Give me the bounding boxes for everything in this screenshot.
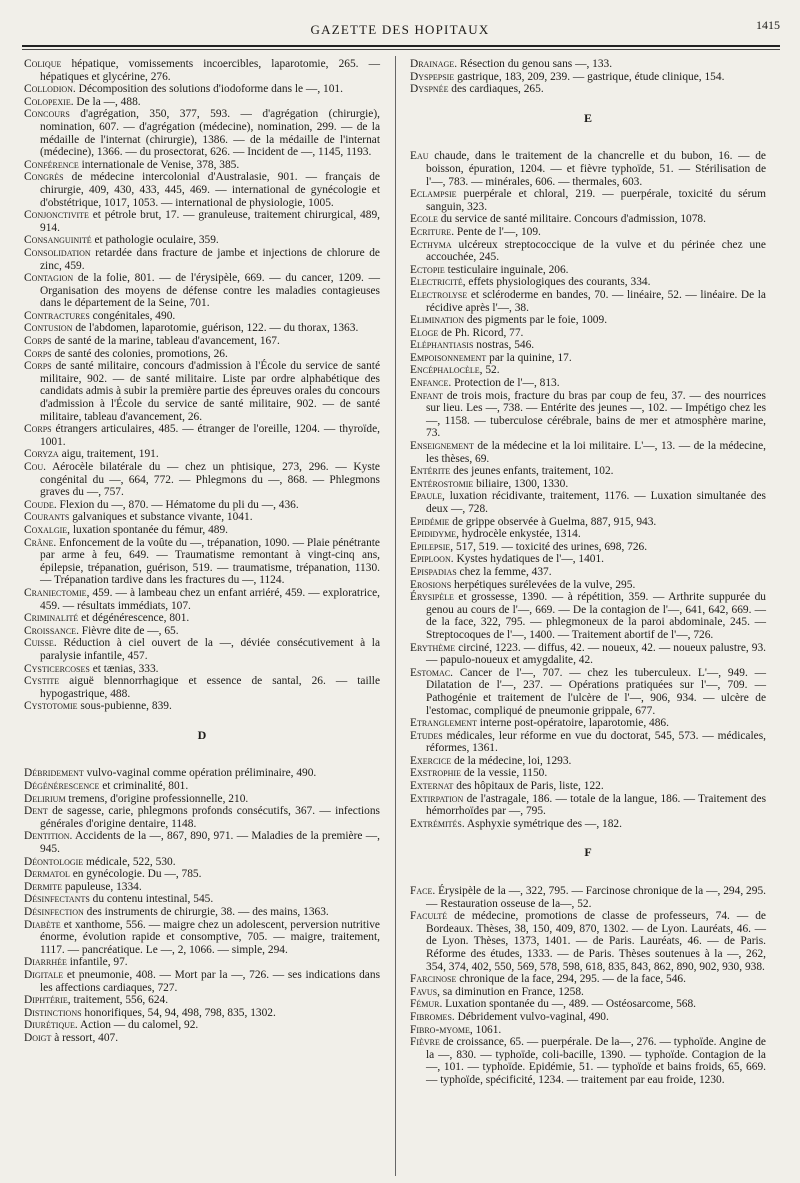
entry-term: Courants [24,511,70,524]
entry-term: Electricité [410,276,463,289]
index-entry [24,793,380,806]
entry-term: Coryza [24,448,59,461]
entry-term: Désinfection [24,906,84,918]
index-entry [410,226,766,239]
entry-term: Congrès [24,171,64,184]
index-entry [410,188,766,213]
entry-text: biliaire, 1300, 1330. [473,477,569,490]
entry-term: Ecole [410,213,438,226]
entry-term: Cuisse [24,637,54,650]
entry-term: Enseignement [410,440,474,453]
entry-term: Débridement [24,767,84,780]
entry-text: . Luxation spontanée du —, 489. — Ostéosarcome, 568. [439,998,697,1011]
entry-term: Epidémie [410,515,450,528]
entry-term: Favus [410,985,438,998]
entry-term: Criminalité [24,612,79,625]
index-entry [410,364,766,377]
entry-text: de la folie, 801. — de l'érysipèle, 669. — du cancer, 1209. — Organisation des moyens de défense contre les maladies contagieuses dans le département de la Seine, 701. [40,272,380,310]
index-entry [410,1036,766,1086]
entry-text: de santé de la marine, tableau d'avancement, 167. [51,335,280,348]
index-entry [410,553,766,566]
entry-text: , 459. — à lambeau chez un enfant arriéré, 459. — exploratrice, 459. — résultats immédiats, 107. [40,586,380,612]
entry-term: Corps [24,423,52,436]
entry-text: infantile, 97. [66,956,128,969]
entry-text: de santé militaire, concours d'admission à l'École du service de santé militaire, 902. — de santé militaire. Liste par ordre alphabétique des candidats admis à subir la première partie des épreuves orales du concours d'admission à l'École du service de santé militaire, 902. — de santé militaire, tableau d'avancement, 26. [40,360,380,423]
section-letter-f: F [584,845,592,860]
entry-term: Consolidation [24,246,91,259]
index-entry [410,440,766,465]
entry-text: du contenu intestinal, 545. [89,893,214,906]
index-entry [24,96,380,109]
entry-term: Cystotomie [24,700,78,713]
index-entry [410,377,766,390]
entry-text: vulvo-vaginal comme opération préliminaire, 490. [83,767,317,780]
index-entry [24,994,380,1007]
entry-term: Epispadias [410,565,457,578]
page-number: 1415 [756,18,780,32]
entry-text: . Décomposition des solutions d'iodoforme dans le —, 101. [72,83,343,96]
entry-term: Contagion [24,272,74,285]
index-entry [410,150,766,188]
entry-term: Diarrhée [24,956,67,969]
index-entry [24,348,380,361]
index-entry [410,58,766,71]
entry-term: Entérite [410,465,451,478]
entry-text: gastrique, 183, 209, 239. — gastrique, étude clinique, 154. [454,70,725,83]
entry-text: circiné, 1223. — diffus, 42. — noueux, 42. — noueux palustre, 93. — papulo-noueux et amygdalite, 42. [426,641,766,667]
index-entry [24,234,380,247]
index-entry [410,478,766,491]
index-entry [410,289,766,314]
entry-term: Contusion [24,322,73,335]
index-entry [410,239,766,264]
entry-term: Encéphalocèle [410,364,480,377]
entry-term: Distinctions [24,1006,82,1019]
entry-term: Estomac [410,666,451,679]
entry-text: . Cancer de l'—, 707. — chez les tuberculeux. L'—, 949. — Dilatation de l'—, 237. — Opérations pratiquées sur l'—, 709. — Pathogénie et traitement de l'ulcère de l'—, 906, 934. — ulcère de l'estomac, compliqué de pneumonie grippale, 677. [426,666,766,717]
entry-term: Face [410,885,433,898]
index-entry [24,499,380,512]
entry-text: de croissance, 65. — puerpérale. De la—, 276. — typhoïde. Angine de la —, 830. — typhoïde, coli-bacille, 1390. — typhoïde. Contagion de la —, 101. — typhoïde. Epidémie, 51. — typhoïde et bains froids, 65, 669. — typhoïde, spécificité, 1234. — traitement par eau froide, 1230. [426,1036,766,1086]
entry-text: de médecine intercolonial d'Australasie, 901. — français de chirurgie, 409, 430, 433, 445, 469. — international de gynécologie et d'obstétrique, 1017, 1053. — international de physiologie, 1005. [40,171,380,209]
entry-text: et xanthome, 556. — maigre chez un adolescent, perversion nutritive énorme, évolution rapide et consomptive, 705. — maigre, traitement, 1117. — pancréatique. Le —, 2, 1066. — simple, 294. [40,918,380,956]
index-entry [410,973,766,986]
index-entry [410,528,766,541]
entry-term: Dermite [24,880,62,893]
entry-term: Cysticercoses [24,662,90,675]
index-entry [24,272,380,310]
entry-text: galvaniques et substance vivante, 1041. [69,511,253,524]
section-letter-e: E [583,110,592,125]
entry-term: Epididyme [410,528,457,541]
entry-term: Exercice [410,754,452,767]
index-entry [24,448,380,461]
section-letter-d: D [197,727,207,742]
index-entry [24,159,380,172]
entry-term: Coude [24,498,54,511]
entry-term: Entérostomie [410,477,474,490]
index-entry [24,919,380,957]
entry-text: honorifiques, 54, 94, 498, 798, 835, 1302. [81,1006,276,1019]
entry-term: Dent [24,805,48,818]
entry-text: par la quinine, 17. [486,351,572,364]
entry-text: . Pente de l'—, 109. [451,225,541,238]
entry-text: internationale de Venise, 378, 385. [78,158,240,171]
entry-text: de médecine, promotions de classe de professeurs, 74. — de Bordeaux. Thèses, 38, 150, 409, 870, 1302. — de Lyon. Lauréats, 46. — de Lyon. Thèses, 1373, 1401. — de Paris. Lauréats, 46. — de Paris. Réforme des études, 1333. — de Paris. Thèses soutenues à la —, 262, 354, 374, 402, 550, 569, 578, 598, 618, 835, 843, 862, 890, 902, 930, 938. [426,910,766,973]
entry-text: de la vessie, 1150. [460,767,548,780]
entry-term: Epilepsie [410,540,451,553]
entry-text: . Accidents de la —, 867, 890, 971. — Maladies de la première —, 945. [40,830,380,856]
entry-text: du service de santé militaire. Concours d'admission, 1078. [437,213,706,226]
entry-term: Contractures [24,309,90,322]
index-entry [24,767,380,780]
entry-term: Dyspnée [410,83,449,96]
entry-term: Eclampsie [410,188,457,201]
entry-text: et tænias, 333. [89,662,159,675]
entry-text: , traitement, 556, 624. [67,994,169,1007]
entry-text: aiguë blennorrhagique et essence de santal, 26. — taille hypogastrique, 488. [40,675,380,700]
index-entry [24,881,380,894]
index-entry [410,490,766,515]
index-entry [410,390,766,440]
entry-text: et pneumonie, 408. — Mort par la —, 726. — ses indications dans les affections cardiaques, 727. [40,968,380,994]
entry-text: des pigments par le foie, 1009. [464,314,608,327]
entry-text: des hôpitaux de Paris, liste, 122. [453,780,604,793]
entry-term: Diphtérie [24,994,68,1007]
entry-text: de la médecine et la loi militaire. L'—, 13. — de la médecine, les thèses, 69. [426,440,766,465]
entry-text: des cardiaques, 265. [448,83,544,96]
entry-term: Erosions [410,578,452,591]
entry-term: Cou [24,461,44,473]
entry-term: Coxalgie [24,523,68,536]
entry-text: sous-pubienne, 839. [77,700,172,713]
entry-term: Crâne [24,536,54,549]
index-entry [410,986,766,999]
index-entry [410,767,766,780]
entry-term: Elimination [410,314,465,327]
entry-text: . Flexion du —, 870. — Hématome du pli du —, 436. [53,498,299,511]
entry-text: . Action — du calomel, 92. [74,1019,199,1032]
entry-term: Corps [24,347,52,360]
index-entry [410,717,766,730]
index-entry [24,423,380,448]
entry-term: Diurétique [24,1019,75,1032]
entry-text: . Érysipèle de la —, 322, 795. — Farcinose chronique de la —, 294, 295. — Restauration osseuse de la—, 52. [426,885,766,910]
entry-text: testiculaire inguinale, 206. [444,263,569,276]
entry-term: Fibro-myome [410,1023,470,1036]
entry-text: et pétrole brut, 17. — granuleuse, traitement chirurgical, 489, 914. [40,209,380,234]
entries-f [410,885,766,1087]
entry-text: . Enfoncement de la voûte du —, trépanation, 1090. — Plaie pénétrante par arme à feu, 649. — Traumatisme remontant à vingt-cinq ans, épilepsie, trépanation, guérison, 519. — traumatisme, trépanation, 1130. — Trépanation tardive dans les fractures du —, 1124. [40,536,380,587]
entry-term: Conjonctivite [24,209,89,222]
column-divider [395,56,396,1176]
entry-text: de l'abdomen, laparotomie, guérison, 122. — du thorax, 1363. [72,322,359,335]
index-entry [24,805,380,830]
entry-text: . Asphyxie symétrique des —, 182. [461,817,622,830]
entry-term: Eléphantiasis [410,339,474,352]
entry-term: Drainage [410,58,455,70]
index-entry [410,1011,766,1024]
index-entry [24,322,380,335]
entry-term: Colopexie [24,95,71,108]
index-entry [410,998,766,1011]
entry-text: des instruments de chirurgie, 38. — des mains, 1363. [83,906,329,918]
index-entry [24,830,380,855]
index-entry [410,276,766,289]
entry-term: Conférence [24,158,79,171]
entry-term: Ectopie [410,263,445,276]
entry-text: , 52. [479,364,500,377]
entry-term: Enfant [410,389,444,402]
index-entry [24,1019,380,1032]
entry-term: Digitale [24,968,64,981]
entry-term: Désinfectants [24,893,90,906]
entry-text: papuleuse, 1334. [62,880,142,893]
entry-text: de trois mois, fracture du bras par coup de feu, 37. — des nourrices sur lieu. Les —, 738. — Entérite des jeunes —, 102. — Impétigo chez les —, 1158. — tuberculose cérébrale, bains de mer et atmosphère marine, 73. [426,389,766,440]
entry-text: des jeunes enfants, traitement, 102. [450,465,614,478]
journal-title: GAZETTE DES HOPITAUX [310,22,490,37]
entry-term: Fièvre [410,1036,440,1049]
entry-term: Farcinose [410,973,457,986]
index-entry [410,885,766,910]
entry-text: de Ph. Ricord, 77. [438,326,524,339]
entries-c [24,58,380,713]
right-column [410,58,766,1087]
index-entry [24,637,380,662]
entry-term: Exstrophie [410,767,461,780]
index-entry [24,906,380,919]
entry-text: chaude, dans le traitement de la chancrelle et du bubon, 16. — de boisson, épuration, 1204. — et fièvre typhoïde, 51. — Stérilisation de l'—, 783. — minérales, 606. — thermales, 603. [426,150,766,188]
index-entry [24,893,380,906]
index-entry [24,780,380,793]
index-entry [24,969,380,994]
index-entry [24,868,380,881]
entry-text: . Réduction à ciel ouvert de la —, déviée consécutivement à la paralysie infantile, 457. [40,637,380,662]
index-entry [410,780,766,793]
index-entry [24,461,380,499]
index-entry [24,58,380,83]
index-entry [24,625,380,638]
entry-term: Corps [24,335,52,348]
index-entry [24,675,380,700]
entry-term: Delirium [24,792,66,805]
index-entry [24,310,380,323]
entries-d [24,767,380,1044]
entries-dr [410,58,766,96]
index-entry [24,537,380,587]
entry-term: Extirpation [410,792,464,805]
page-header [0,18,800,42]
entry-term: Concours [24,108,70,121]
entry-text: en gynécologie. Du —, 785. [69,868,202,881]
index-entry [410,83,766,96]
entry-text: médicale, 522, 530. [83,855,176,868]
header-rule [22,45,780,47]
index-entry [410,541,766,554]
index-entry [24,511,380,524]
entry-text: . De la —, 488. [70,95,141,108]
index-entry [24,247,380,272]
entry-term: Epiploon [410,553,451,566]
entry-term: Corps [24,360,52,373]
index-entry [410,213,766,226]
entry-text: , luxation récidivante, traitement, 1176. — Luxation simultanée des deux —, 728. [426,490,766,515]
entry-text: chez la femme, 437. [456,565,552,578]
entry-text: puerpérale et chloral, 219. — puerpérale, toxicité du sérum sanguin, 323. [426,188,766,213]
entry-text: de sagesse, carie, phlegmons profonds consécutifs, 367. — infections générales d'origine dentaire, 1148. [40,805,380,830]
entry-term: Erythème [410,641,456,654]
entry-term: Doigt [24,1031,52,1044]
index-entry [410,264,766,277]
index-entry [410,667,766,717]
entry-term: Consanguinité [24,234,92,247]
index-entry [24,956,380,969]
entry-term: Ecthyma [410,238,452,251]
index-entry [24,209,380,234]
entry-term: Eloge [410,326,439,339]
entry-text: tremens, d'origine professionnelle, 210. [65,792,249,805]
entry-text: retardée dans fracture de jambe et injections de chlorure de zinc, 459. [40,246,380,272]
entry-text: et criminalité, 801. [99,780,189,793]
index-entry [24,663,380,676]
entry-term: Electrolyse [410,288,468,301]
index-entry [24,1007,380,1020]
entry-term: Dentition [24,830,70,843]
entry-text: de grippe observée à Guelma, 887, 915, 943. [449,515,657,528]
index-entry [24,700,380,713]
index-entry [410,566,766,579]
left-column [24,58,380,1045]
entry-text: , 517, 519. — toxicité des urines, 698, 726. [450,540,648,553]
entry-term: Etranglement [410,717,477,730]
entry-term: Extrémités [410,817,462,830]
entry-text: et scléroderme en bandes, 70. — linéaire, 52. — linéaire. De la récidive après l'—, 38. [426,288,766,314]
index-entry [410,516,766,529]
entry-term: Déontologie [24,855,84,868]
entry-term: Etudes [410,729,443,742]
entry-term: Dermatol [24,868,70,881]
entry-text: . Résection du genou sans —, 133. [454,58,613,70]
index-entry [24,360,380,423]
entry-text: médicales, leur réforme en vue du doctorat, 545, 573. — médicales, réformes, 1361. [426,729,766,755]
entry-term: Dyspepsie [410,70,455,83]
index-entry [410,339,766,352]
index-entry [410,642,766,667]
entry-term: Diabète [24,918,61,931]
index-entry [410,755,766,768]
entry-text: congénitales, 490. [89,309,176,322]
index-entry [410,465,766,478]
entry-text: . Débridement vulvo-vaginal, 490. [451,1010,609,1023]
index-entry [24,108,380,158]
entry-text: et grossesse, 1390. — à répétition, 359. — Arthrite suppurée du genou au cours de l'—, 669. — De la contagion de l'—, 641, 642, 669. — de la face, 322, 795. — phlegmoneux de la paroi abdominale, 245. — Streptocoques de l'—, 1400. — Traitement abortif de l'—, 726. [426,591,766,641]
entry-term: Fibromes [410,1010,452,1023]
entry-term: Enfance [410,377,449,390]
entry-text: , effets physiologiques des courants, 334. [462,276,651,289]
index-entry [24,612,380,625]
index-entry [410,591,766,641]
entry-text: étrangers articulaires, 485. — étranger de l'oreille, 1204. — thyroïde, 1001. [40,423,380,448]
entry-term: Érysipèle [410,591,454,604]
entry-text: . Aérocèle bilatérale du — chez un phtisique, 273, 296. — Kyste congénital du —, 664, 772. — Phlegmons du —, 868. — Phlegmons graves du —, 757. [40,461,380,499]
index-entry [24,856,380,869]
index-entry [410,910,766,973]
entry-term: Craniectomie [24,586,87,599]
index-entry [24,171,380,209]
index-entry [24,524,380,537]
entry-text: de santé des colonies, promotions, 26. [51,347,228,360]
entry-term: Collodion [24,83,73,96]
entry-text: , 1061. [469,1023,502,1036]
entry-text: hépatique, vomissements incoercibles, laparotomie, 265. — hépatiques et glycérine, 276. [40,58,380,83]
entry-term: Dégénérescence [24,780,100,793]
entry-text: , luxation spontanée du fémur, 489. [67,523,229,536]
index-entry [24,83,380,96]
entry-text: chronique de la face, 294, 295. — de la face, 546. [456,973,686,986]
entry-text: de la médecine, loi, 1293. [451,754,572,767]
entry-text: à ressort, 407. [51,1031,119,1044]
entry-text: . Kystes hydatiques de l'—, 1401. [450,553,605,566]
entry-text: interne post-opératoire, laparotomie, 486. [476,717,669,730]
entry-text: nostras, 546. [473,339,535,352]
entry-term: Eau [410,150,429,163]
entry-term: Colique [24,58,62,70]
index-entry [410,793,766,818]
index-entry [410,71,766,84]
header-rule-thin [22,49,780,50]
entry-text: herpétiques surélevées de la vulve, 295. [451,578,636,591]
entry-text: ulcéreux streptococcique de la vulve et du périnée chez une accouchée, 245. [426,238,766,264]
index-entry [410,327,766,340]
entry-text: d'agrégation, 350, 377, 593. — d'agrégation (chirurgie), nomination, 607. — d'agrégation (médecine), nomination, 299. — de la médaille de l'internat (chirurgie), 1386. — de la médaille de l'internat (médecine), 1366. — du prosectorat, 626. — Incident de —, 1145, 1193. [40,108,380,159]
index-entry [410,314,766,327]
index-entry [24,587,380,612]
entry-text: aigu, traitement, 191. [58,448,159,461]
entry-term: Cystite [24,675,60,688]
entry-term: Empoisonnement [410,351,487,364]
index-entry [410,579,766,592]
index-entry [410,818,766,831]
entry-text: , sa diminution en France, 1258. [437,985,584,998]
index-entry [410,352,766,365]
entry-text: de l'astragale, 186. — totale de la langue, 186. — Traitement des hémorrhoïdes par —, 795. [426,792,766,818]
entry-term: Fémur [410,998,440,1011]
index-entry [410,730,766,755]
entry-text: . Fièvre dite de —, 65. [76,624,179,637]
entry-term: Ecriture [410,225,452,238]
entry-term: Faculté [410,910,448,923]
entry-text: et pathologie oculaire, 359. [91,234,219,247]
index-entry [24,335,380,348]
entry-text: et dégénérescence, 801. [78,612,190,625]
index-entry [410,1024,766,1037]
entry-term: Externat [410,780,454,793]
entry-text: , hydrocèle enkystée, 1314. [456,528,581,541]
entry-term: Croissance [24,624,77,637]
entries-e [410,150,766,830]
entry-text: . Protection de l'—, 813. [448,377,560,390]
index-entry [24,1032,380,1045]
entry-term: Epaule [410,490,443,503]
